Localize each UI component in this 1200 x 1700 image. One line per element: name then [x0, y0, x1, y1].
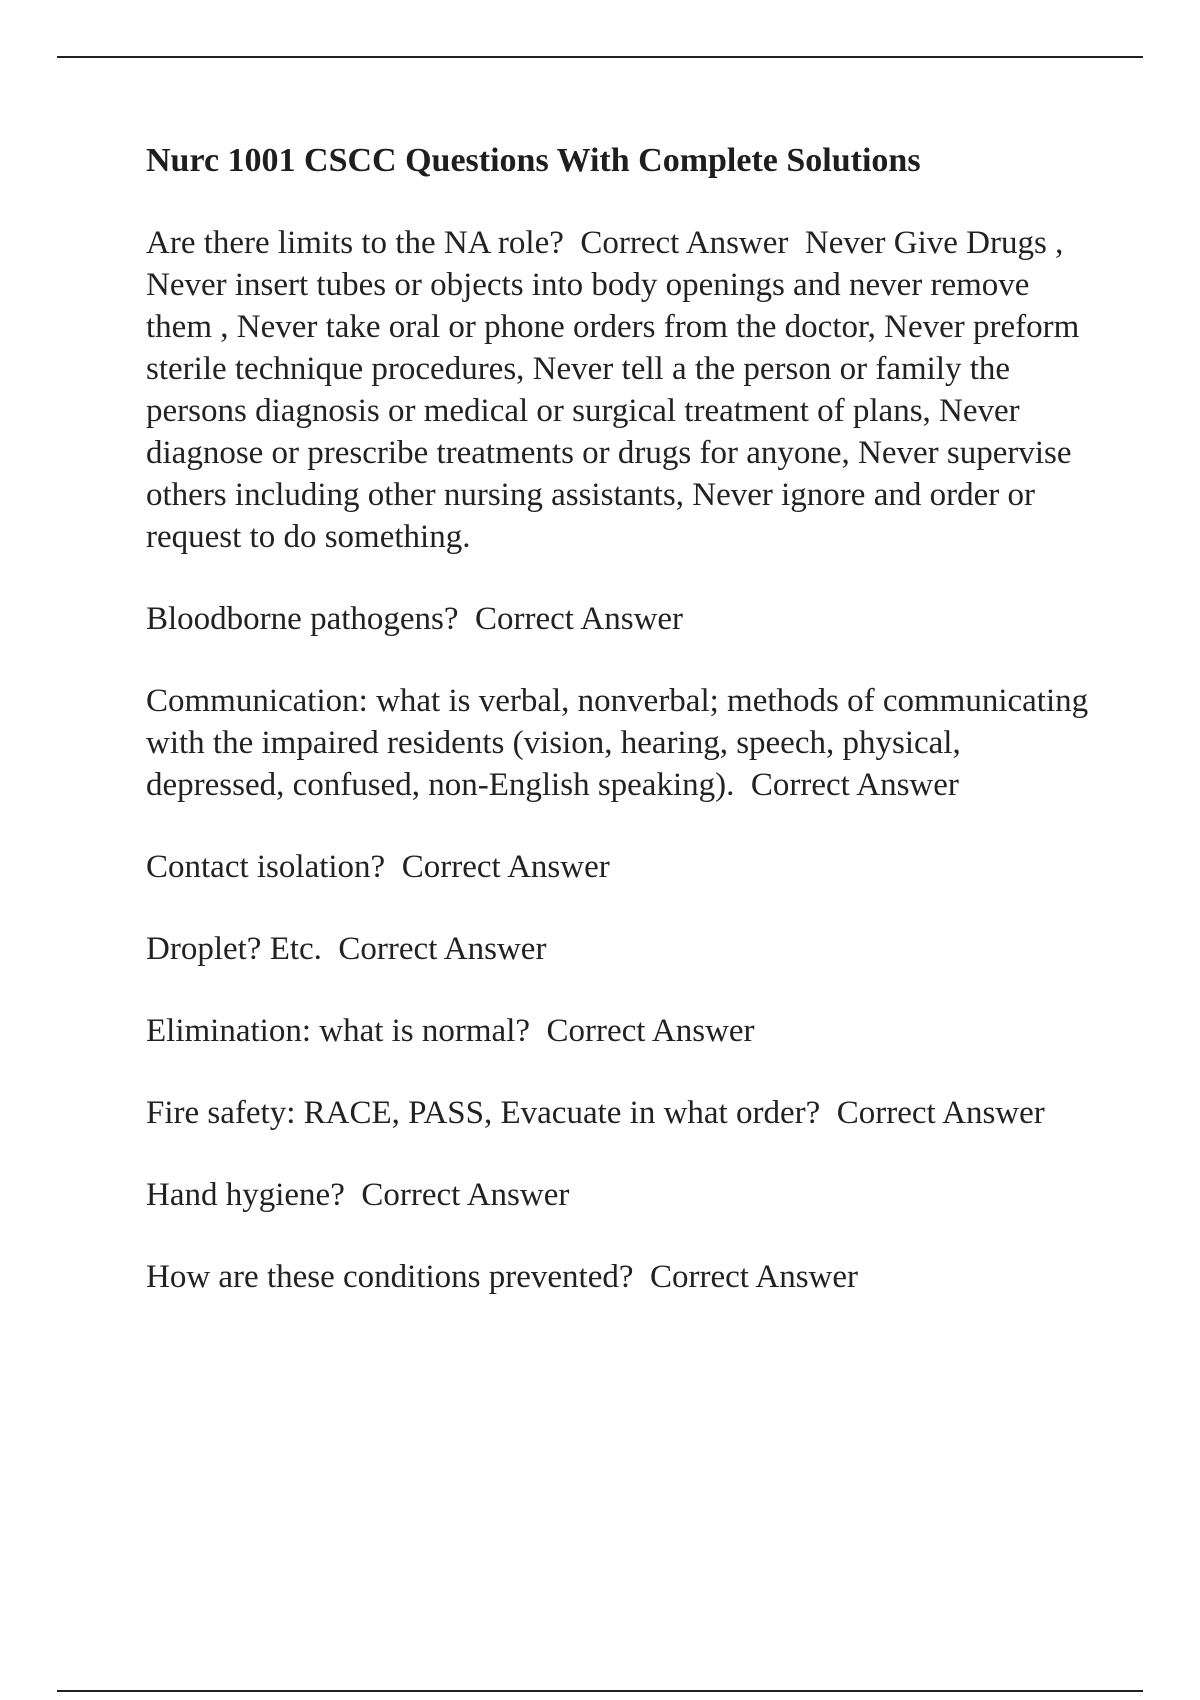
document-title: Nurc 1001 CSCC Questions With Complete Solutions: [146, 142, 921, 179]
qa-entry-contact-isolation: Contact isolation? Correct Answer: [146, 849, 610, 885]
bottom-rule: [57, 1690, 1143, 1692]
document-body: [146, 140, 1096, 1338]
qa-entry-hand-hygiene: Hand hygiene? Correct Answer: [146, 1177, 570, 1213]
qa-entry-na-role-limits: Are there limits to the NA role? Correct Answer Never Give Drugs , Never insert tubes or objects into body openings and never remove them , Never take oral or phone orders from the doctor, Never preform sterile technique procedures, Never tell a the person or family the persons diagnosis or medical or surgical treatment of plans, Never diagnose or prescribe treatments or drugs for anyone, Never supervise others including other nursing assistants, Never ignore and order or request to do something.: [146, 225, 1088, 555]
qa-entry-fire-safety: Fire safety: RACE, PASS, Evacuate in what order? Correct Answer: [146, 1095, 1045, 1131]
qa-entry-bloodborne-pathogens: Bloodborne pathogens? Correct Answer: [146, 601, 684, 637]
qa-entry-droplet: Droplet? Etc. Correct Answer: [146, 931, 547, 967]
qa-entry-communication: Communication: what is verbal, nonverbal; methods of communicating with the impaired residents (vision, hearing, speech, physical, depressed, confused, non-English speaking). Correct Answer: [146, 683, 1097, 803]
qa-entry-elimination: Elimination: what is normal? Correct Answer: [146, 1013, 755, 1049]
top-rule: [57, 56, 1143, 58]
qa-entry-conditions-prevented: How are these conditions prevented? Correct Answer: [146, 1259, 859, 1295]
